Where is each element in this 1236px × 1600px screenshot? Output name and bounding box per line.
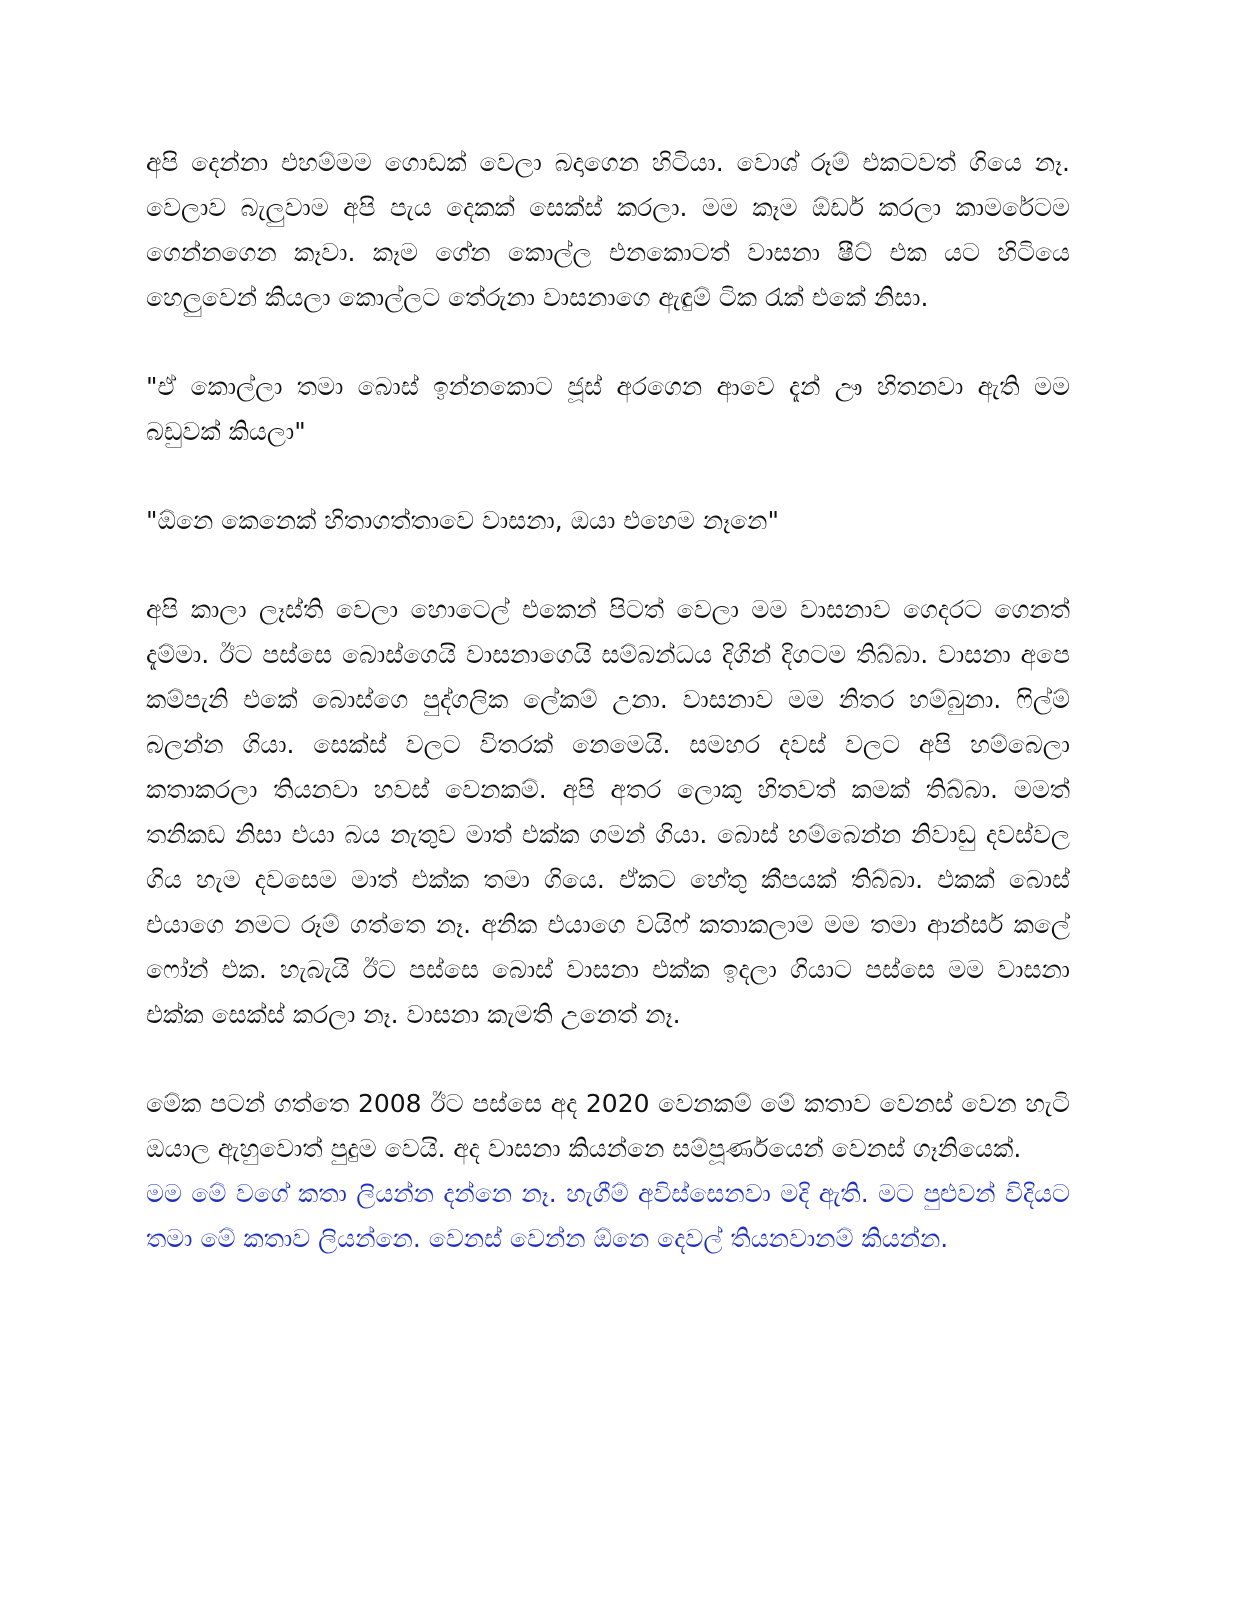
paragraph-3-dialogue: "ඕනෙ කෙනෙක් හිතාගත්තාවෙ වාසනා, ඔයා එහෙම නෑනෙ" <box>146 506 779 535</box>
author-note: මම මේ වගේ කතා ලියන්න දන්නෙ නෑ. හැගීම් අවිස්සෙනවා මදි ඇති. මට පුළුවන් විදියට තමා මේ කතාව ලියන්නෙ. වෙනස් වෙන්න ඕනෙ දෙවල් තියනවානම් කියන්න. <box>146 1179 1070 1253</box>
paragraph-2-dialogue: "ඒ කොල්ලා තමා බොස් ඉන්නකොට ජූස් අරගෙන ආවෙ දැන් ඌ හිතනවා ඇති මම බඩුවක් කියලා" <box>146 372 1070 446</box>
paragraph-5: මේක පටන් ගත්තෙ 2008 ඊට පස්සෙ අද 2020 වෙනකම් මේ කතාව වෙනස් වෙන හැටි ඔයාල ඇහුවොත් පුදුම වෙයි. අද වාසනා කියන්නෙ සම්පූර්ණයෙන් වෙනස් ගෑනියෙක්. <box>146 1089 1070 1163</box>
paragraph-1: අපි දෙන්නා එහම්මම ගොඩක් වෙලා බදාගෙන හිටියා. වොශ් රූම් එකටවත් ගියෙ නෑ. වෙලාව බැලුවාම අපි පැය දෙකක් සෙක්ස් කරලා. මම කෑම ඕඩර් කරලා කාමරේටම ගෙන්නගෙන කෑවා. කෑම ගේන කොල්ල එනකොටත් වාසනා ෂීට් එක යට හිටියෙ හෙලුවෙන් කියලා කොල්ලට තේරුනා වාසනාගෙ ඇඳුම් ටික රැක් එකේ නිසා. <box>146 148 1070 312</box>
document-body <box>146 140 1070 1261</box>
paragraph-4: අපි කාලා ලෑස්ති වෙලා හොටෙල් එකෙන් පිටත් වෙලා මම වාසනාව ගෙදරට ගෙනත් දැම්මා. ඊට පස්සෙ බොස්ගෙයි වාසනාගෙයි සම්බන්ධය දිගින් දිගටම තිබ්බා. වාසනා අපෙ කම්පැනි එකේ බොස්ගෙ පුද්ගලික ලේකම් උනා. වාසනාව මම නිතර හම්බුනා. ෆිල්ම් බලන්න ගියා. සෙක්ස් වලට විතරක් නෙමෙයි. සමහර දවස් වලට අපි හම්බෙලා කතාකරලා තියනවා හවස් වෙනකම්. අපි අතර ලොකු හිතවත් කමක් තිබ්බා. මමත් තනිකඩ නිසා එයා බය නැතුව මාත් එක්ක ගමන් ගියා. බොස් හම්බෙන්න නිවාඩු දවස්වල ගිය හැම දවසෙම මාත් එක්ක තමා ගියෙ. ඒකට හේතු කීපයක් තිබ්බා. එකක් බොස් එයාගෙ නමට රූම් ගත්තෙ නෑ. අනික එයාගෙ වයිෆ් කතාකලාම මම තමා ආන්සර් කලේ ෆෝන් එක. හැබැයි ඊට පස්සෙ බොස් වාසනා එක්ක ඉදලා ගියාට පස්සෙ මම වාසනා එක්ක සෙක්ස් කරලා නෑ. වාසනා කැමති උනෙත් නෑ. <box>146 595 1070 1029</box>
